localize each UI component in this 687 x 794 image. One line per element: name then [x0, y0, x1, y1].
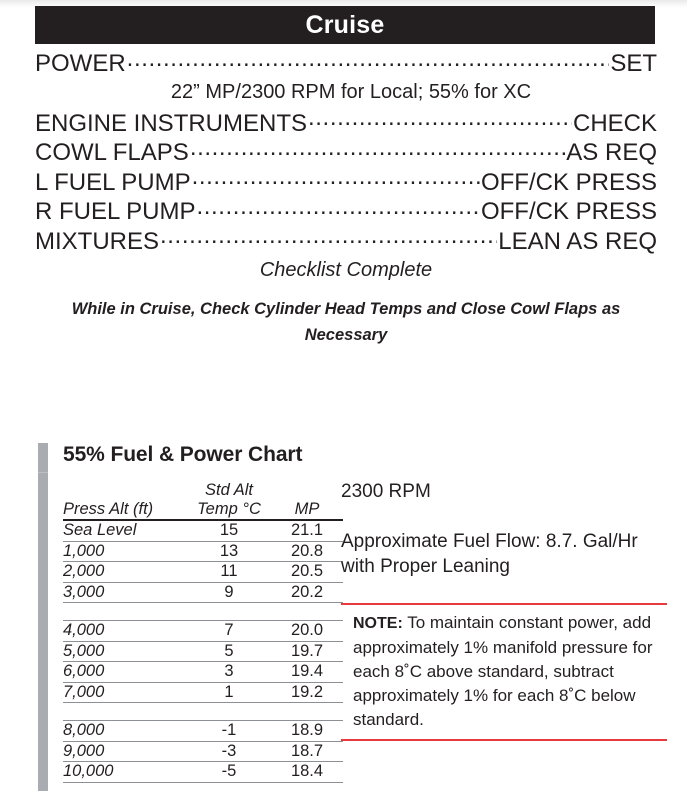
cell-mp: 21.1	[271, 520, 343, 541]
table-row	[63, 520, 343, 541]
checklist-list	[35, 47, 657, 348]
checklist-item-action: LEAN AS REQ	[498, 227, 657, 255]
column-header-temp-line2: Temp °C	[187, 500, 271, 520]
cell-press-alt: 3,000	[63, 582, 187, 603]
page-title: Cruise	[305, 10, 385, 39]
spacer-cell	[63, 481, 187, 500]
cell-mp: 20.0	[271, 621, 343, 642]
dot-leader	[196, 195, 480, 219]
cell-temp: 9	[187, 582, 271, 603]
spacer-cell	[187, 703, 271, 721]
cell-mp: 20.8	[271, 541, 343, 562]
table-row	[63, 621, 343, 642]
cell-mp: 19.2	[271, 682, 343, 703]
cell-temp: 15	[187, 520, 271, 541]
table-head-row-lower	[63, 500, 343, 520]
cell-temp: 1	[187, 682, 271, 703]
rpm-value: 2300 RPM	[341, 481, 431, 502]
column-header-press-alt: Press Alt (ft)	[63, 500, 187, 520]
checklist-item-label: POWER	[35, 50, 126, 77]
table-row	[63, 562, 343, 583]
table-group-spacer	[63, 703, 343, 721]
accent-bar-seam	[38, 472, 48, 473]
cell-mp: 18.7	[271, 741, 343, 762]
power-subnote: 22” MP/2300 RPM for Local; 55% for XC	[170, 80, 532, 103]
cell-press-alt: 10,000	[63, 762, 187, 783]
checklist-row-power	[35, 47, 657, 77]
checklist-item-label: ENGINE INSTRUMENTS	[35, 109, 308, 137]
checklist-row-engine-instruments	[35, 107, 657, 137]
checklist-item-label: MIXTURES	[35, 227, 160, 255]
checklist-item-label: R FUEL PUMP	[35, 198, 196, 225]
cell-mp: 19.4	[271, 662, 343, 683]
spacer-cell	[271, 481, 343, 500]
cell-press-alt: 4,000	[63, 621, 187, 642]
checklist-item-action: OFF/CK PRESS	[480, 168, 657, 196]
table-row	[63, 582, 343, 603]
cell-press-alt: 2,000	[63, 562, 187, 583]
section-accent-bar	[38, 443, 48, 791]
cell-temp: -3	[187, 741, 271, 762]
cruise-advisory-note: While in Cruise, Check Cylinder Head Temps and Close Cowl Flaps as Necessary	[71, 300, 621, 344]
chart-title: 55% Fuel & Power Chart	[63, 443, 303, 466]
cell-mp: 18.9	[271, 721, 343, 742]
fuel-power-table	[63, 481, 343, 783]
chart-info-column	[341, 480, 667, 741]
table-row	[63, 662, 343, 683]
spacer-cell	[271, 703, 343, 721]
dot-leader	[160, 225, 497, 249]
table-body	[63, 520, 343, 782]
table-row	[63, 641, 343, 662]
cell-temp: 13	[187, 541, 271, 562]
fuel-flow-text: Approximate Fuel Flow: 8.7. Gal/Hr with Proper Leaning	[341, 531, 638, 577]
table-row	[63, 762, 343, 783]
cell-press-alt: 7,000	[63, 682, 187, 703]
checklist-row-mixtures	[35, 225, 657, 255]
checklist-complete-label: Checklist Complete	[259, 259, 433, 281]
dot-leader	[127, 47, 610, 71]
checklist-item-action: OFF/CK PRESS	[480, 198, 657, 225]
cell-mp: 19.7	[271, 641, 343, 662]
column-header-mp: MP	[271, 500, 343, 520]
spacer-cell	[63, 603, 187, 621]
section-header	[35, 6, 655, 44]
cell-temp: -1	[187, 721, 271, 742]
checklist-row-r-fuel-pump	[35, 195, 657, 225]
cell-mp: 18.4	[271, 762, 343, 783]
cell-temp: 7	[187, 621, 271, 642]
checklist-item-action: AS REQ	[566, 139, 657, 166]
cell-temp: 11	[187, 562, 271, 583]
fuel-power-table-wrap	[63, 481, 343, 783]
note-paragraph	[353, 611, 667, 732]
cell-press-alt: 6,000	[63, 662, 187, 683]
checklist-item-action: SET	[610, 50, 657, 77]
note-label: NOTE:	[353, 615, 403, 632]
checklist-item-label: COWL FLAPS	[35, 139, 189, 166]
cell-mp: 20.2	[271, 582, 343, 603]
spacer-cell	[271, 603, 343, 621]
note-box	[341, 603, 667, 741]
checklist-row-l-fuel-pump	[35, 166, 657, 196]
table-row	[63, 682, 343, 703]
checklist-row-cowl-flaps	[35, 136, 657, 166]
fuel-power-chart-section	[38, 443, 668, 791]
checklist-item-label: L FUEL PUMP	[35, 168, 191, 196]
dot-leader	[308, 107, 572, 131]
spacer-cell	[187, 603, 271, 621]
note-text: To maintain constant power, add approximately 1% manifold pressure for each 8˚C above standard, subtract approximately 1% for each 8˚C below standard.	[353, 613, 653, 729]
cell-press-alt: Sea Level	[63, 520, 187, 541]
cell-press-alt: 9,000	[63, 741, 187, 762]
cell-temp: 3	[187, 662, 271, 683]
dot-leader	[190, 136, 565, 160]
table-head-row-upper	[63, 481, 343, 500]
table-head	[63, 481, 343, 520]
table-row	[63, 741, 343, 762]
dot-leader	[192, 166, 480, 190]
table-row	[63, 541, 343, 562]
cell-temp: -5	[187, 762, 271, 783]
table-row	[63, 721, 343, 742]
cell-mp: 20.5	[271, 562, 343, 583]
cell-temp: 5	[187, 641, 271, 662]
column-header-temp-line1: Std Alt	[205, 481, 253, 499]
spacer-cell	[63, 703, 187, 721]
checklist-item-action: CHECK	[572, 109, 657, 137]
cell-press-alt: 8,000	[63, 721, 187, 742]
table-group-spacer	[63, 603, 343, 621]
cell-press-alt: 5,000	[63, 641, 187, 662]
cell-press-alt: 1,000	[63, 541, 187, 562]
